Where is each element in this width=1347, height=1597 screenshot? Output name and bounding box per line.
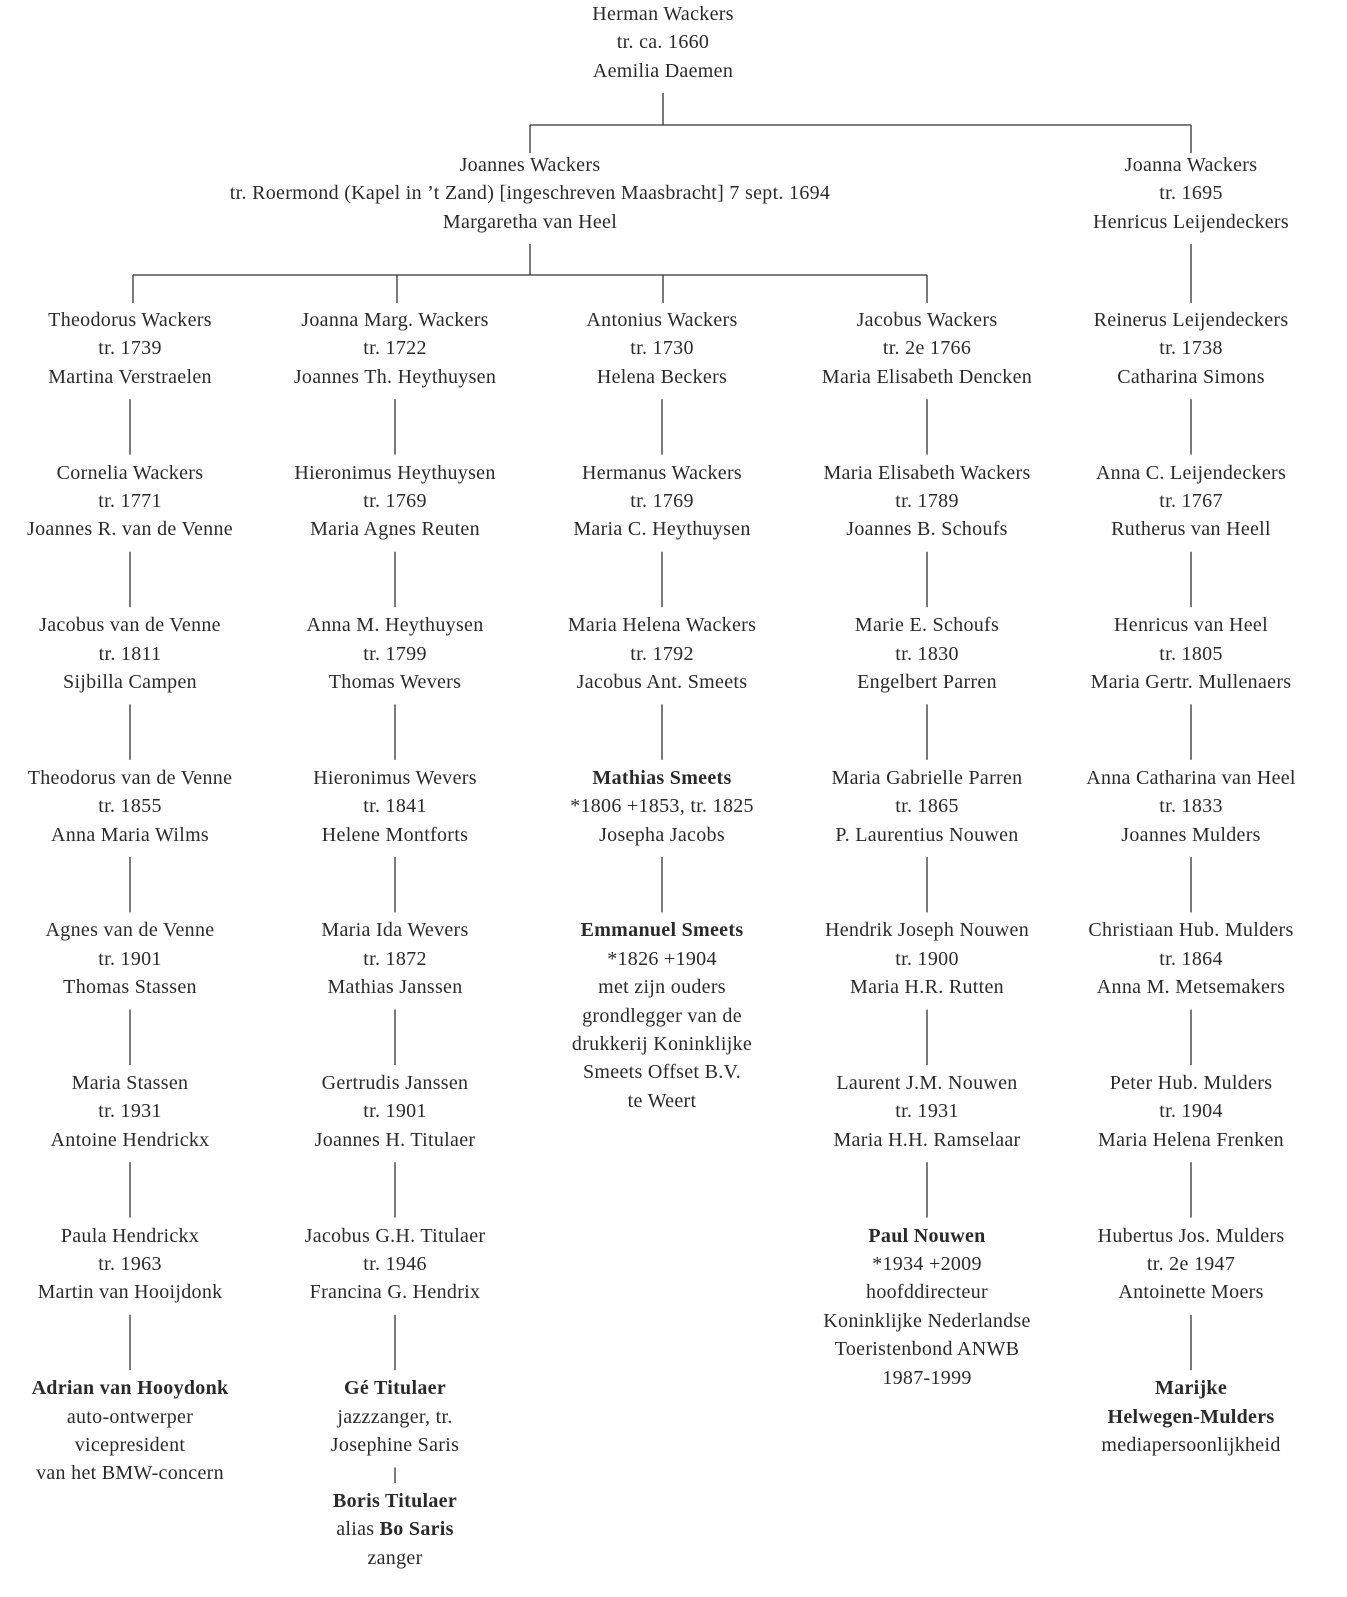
detail-line: tr. 1900 (895, 947, 959, 970)
detail-line: tr. 1963 (98, 1253, 162, 1275)
detail-line: te Weert (627, 1089, 697, 1112)
alias-line (333, 1515, 457, 1543)
person-name: Jacobus Wackers (856, 309, 998, 331)
detail-line: Aemilia Daemen (592, 59, 734, 82)
detail-line: tr. 1931 (98, 1100, 162, 1123)
person-node-c1 (27, 459, 233, 544)
detail-line: tr. 1833 (1159, 795, 1223, 818)
person-name: Maria Ida Wevers (321, 919, 469, 942)
detail-line: tr. 1730 (630, 337, 694, 360)
detail-line: tr. 1855 (98, 795, 162, 818)
person-node-c4 (823, 459, 1030, 544)
detail-line: Josepha Jacobs (599, 823, 725, 846)
person-node-c3 (570, 764, 754, 849)
detail-line: Catharina Simons (1117, 365, 1265, 388)
detail-line: 1987-1999 (882, 1366, 972, 1389)
detail-line: tr. 1901 (98, 947, 162, 970)
person-node-c1 (28, 764, 233, 849)
person-node-c5 (1101, 1374, 1280, 1459)
detail-line: tr. 1901 (363, 1100, 427, 1123)
detail-line: met zijn ouders (598, 976, 726, 999)
detail-line: Maria C. Heythuysen (573, 518, 751, 541)
person-name: Paula Hendrickx (60, 1224, 200, 1247)
detail-line: tr. 1865 (895, 795, 959, 818)
detail-line: Helena Beckers (596, 365, 728, 388)
detail-line: tr. 1722 (363, 337, 427, 360)
person-node-c3 (568, 611, 756, 696)
detail-line: Mathias Janssen (327, 976, 463, 999)
detail-line: Joannes H. Titulaer (314, 1128, 476, 1151)
detail-line: tr. 1739 (98, 337, 162, 360)
person-name: Joannes Wackers (459, 154, 601, 176)
alias-prefix: alias (336, 1518, 380, 1541)
detail-line: tr. 1695 (1159, 182, 1223, 205)
detail-line: Anna M. Metsemakers (1096, 976, 1286, 999)
person-name: Maria Helena Wackers (567, 614, 757, 637)
detail-line: tr. 1811 (98, 642, 162, 665)
detail-line: Maria Gertr. Mullenaers (1090, 671, 1292, 693)
detail-line: Maria Elisabeth Dencken (821, 365, 1033, 388)
detail-line: mediapersoonlijkheid (1101, 1434, 1281, 1456)
person-name: Maria Gabrielle Parren (831, 766, 1023, 789)
detail-line: Joannes Th. Heythuysen (293, 365, 497, 388)
detail-line: tr. 1789 (895, 490, 959, 512)
person-node-c1 (32, 1374, 229, 1488)
person-node-c5 (1098, 1069, 1284, 1154)
person-node-c2 (321, 916, 468, 1001)
person-name: Henricus van Heel (1114, 614, 1268, 637)
person-name: Mathias Smeets (592, 766, 732, 789)
person-name: Peter Hub. Mulders (1109, 1072, 1273, 1094)
person-node-root (592, 0, 734, 85)
person-name: Marijke (1154, 1377, 1228, 1400)
person-node-c4 (832, 764, 1023, 849)
detail-line: Helene Montforts (321, 823, 469, 846)
detail-line: tr. 1830 (895, 642, 959, 665)
alias-name: Bo Saris (379, 1518, 454, 1541)
detail-line: Antoinette Moers (1118, 1281, 1264, 1304)
detail-line: tr. 1841 (363, 795, 427, 818)
person-name: Hieronimus Wevers (313, 766, 477, 789)
detail-line: Antoine Hendrickx (50, 1128, 210, 1151)
detail-line: Thomas Wevers (328, 671, 462, 693)
person-name: Anna Catharina van Heel (1086, 766, 1296, 789)
person-node-c2 (306, 611, 483, 696)
detail-line: tr. 1738 (1159, 337, 1223, 360)
detail-line: Joannes B. Schoufs (846, 518, 1008, 541)
detail-line: Margaretha van Heel (442, 210, 618, 233)
detail-line: vicepresident (74, 1434, 186, 1456)
person-node-c5 (1094, 306, 1289, 391)
person-node-c2 (315, 1069, 476, 1154)
person-name: Hermanus Wackers (582, 461, 742, 484)
person-node-c4 (833, 1069, 1020, 1154)
person-node-c4 (823, 1222, 1030, 1392)
person-name: Adrian van Hooydonk (31, 1377, 229, 1400)
person-name: Theodorus van de Venne (27, 766, 233, 789)
person-name: Agnes van de Venne (45, 919, 215, 942)
person-name: Helwegen-Mulders (1107, 1405, 1275, 1428)
person-name: Herman Wackers (592, 3, 734, 25)
detail-line: Sijbilla Campen (63, 671, 197, 693)
person-name: Marie E. Schoufs (854, 614, 1000, 637)
detail-line: Martin van Hooijdonk (37, 1281, 223, 1304)
person-node-c2 (331, 1374, 459, 1459)
person-name: Cornelia Wackers (56, 461, 204, 484)
detail-line: Joannes R. van de Venne (27, 518, 233, 541)
person-name: Antonius Wackers (586, 309, 738, 331)
detail-line: *1806 +1853, tr. 1825 (570, 795, 754, 818)
detail-line: tr. Roermond (Kapel in ’t Zand) [ingeschreven Maasbracht] 7 sept. 1694 (229, 182, 831, 205)
detail-line: *1826 +1904 (607, 947, 717, 970)
person-node-c5 (1086, 764, 1296, 849)
person-name: Anna M. Heythuysen (306, 614, 484, 637)
person-node-c5 (1096, 459, 1286, 544)
person-node-c2 (294, 459, 495, 544)
person-name: Theodorus Wackers (48, 309, 212, 331)
person-name: Laurent J.M. Nouwen (836, 1072, 1018, 1094)
person-name: Hendrik Joseph Nouwen (824, 919, 1030, 942)
detail-line: tr. 1904 (1159, 1100, 1223, 1123)
detail-line: tr. 1931 (895, 1100, 959, 1123)
detail-line: tr. ca. 1660 (616, 31, 710, 54)
detail-line: auto-ontwerper (66, 1405, 194, 1428)
detail-line: Francina G. Hendrix (309, 1281, 481, 1304)
detail-line: Maria H.H. Ramselaar (833, 1128, 1021, 1151)
detail-line: Toeristenbond ANWB (834, 1338, 1020, 1361)
person-node-c4 (822, 306, 1032, 391)
person-name: Hieronimus Heythuysen (294, 461, 496, 484)
person-name: Anna C. Leijendeckers (1095, 461, 1287, 484)
person-node-c4 (825, 916, 1029, 1001)
detail-line: Maria Agnes Reuten (310, 518, 480, 541)
person-node-c1 (48, 306, 212, 391)
person-node-c2 (333, 1487, 457, 1572)
person-name: Maria Elisabeth Wackers (823, 461, 1031, 484)
person-name: Christiaan Hub. Mulders (1088, 919, 1294, 942)
person-name: Joanna Wackers (1124, 154, 1258, 176)
detail-line: tr. 1769 (630, 490, 694, 512)
person-name: Jacobus van de Venne (39, 614, 221, 637)
detail-line: tr. 1792 (630, 642, 694, 665)
detail-line: tr. 1946 (363, 1253, 427, 1275)
detail-line: Henricus Leijendeckers (1093, 210, 1289, 233)
detail-line: tr. 2e 1947 (1146, 1253, 1236, 1275)
detail-line: tr. 1805 (1159, 642, 1223, 665)
person-node-c1 (46, 916, 215, 1001)
person-name: Jacobus G.H. Titulaer (304, 1224, 486, 1247)
detail-line: Engelbert Parren (857, 671, 997, 693)
detail-line: tr. 1799 (363, 642, 427, 665)
person-node-c2 (294, 306, 496, 391)
detail-line: tr. 1872 (363, 947, 427, 970)
detail-line: Anna Maria Wilms (50, 823, 210, 846)
detail-line: drukkerij Koninklijke (571, 1033, 753, 1056)
person-node-gen1 (1093, 151, 1289, 236)
detail-line: tr. 1769 (363, 490, 427, 512)
person-name: Hubertus Jos. Mulders (1097, 1224, 1285, 1247)
detail-line: zanger (367, 1546, 423, 1569)
person-node-c3 (572, 916, 752, 1115)
person-node-c2 (313, 764, 477, 849)
detail-line: Thomas Stassen (63, 976, 197, 999)
detail-line: Koninklijke Nederlandse (823, 1309, 1031, 1332)
detail-line: tr. 1864 (1159, 947, 1223, 970)
person-name: Gé Titulaer (343, 1377, 447, 1400)
person-node-c2 (305, 1222, 486, 1307)
person-name: Boris Titulaer (332, 1490, 458, 1512)
person-name: Gertrudis Janssen (321, 1072, 469, 1094)
detail-line: Joannes Mulders (1121, 823, 1261, 846)
person-node-gen1 (230, 151, 830, 236)
detail-line: tr. 2e 1766 (882, 337, 972, 360)
detail-line: jazzzanger, tr. (337, 1405, 453, 1428)
detail-line: tr. 1767 (1159, 490, 1223, 512)
person-node-c5 (1088, 916, 1293, 1001)
person-node-c1 (51, 1069, 210, 1154)
person-node-c3 (573, 459, 750, 544)
detail-line: Jacobus Ant. Smeets (576, 671, 748, 693)
detail-line: P. Laurentius Nouwen (835, 823, 1019, 846)
person-node-c1 (38, 1222, 223, 1307)
person-name: Maria Stassen (71, 1072, 189, 1094)
detail-line: grondlegger van de (582, 1004, 742, 1027)
detail-line: hoofddirecteur (866, 1281, 988, 1304)
detail-line: Martina Verstraelen (48, 365, 212, 388)
person-name: Reinerus Leijendeckers (1093, 309, 1289, 331)
person-node-c4 (855, 611, 999, 696)
detail-line: Rutherus van Heell (1111, 518, 1271, 541)
detail-line: Smeets Offset B.V. (582, 1061, 741, 1084)
person-node-c3 (586, 306, 737, 391)
person-name: Paul Nouwen (868, 1224, 986, 1247)
detail-line: *1934 +2009 (872, 1253, 982, 1275)
person-node-c5 (1091, 611, 1292, 696)
person-node-c5 (1098, 1222, 1285, 1307)
person-name: Emmanuel Smeets (580, 919, 744, 942)
detail-line: Maria Helena Frenken (1098, 1128, 1284, 1151)
person-node-c1 (39, 611, 221, 696)
detail-line: tr. 1771 (98, 490, 162, 512)
detail-line: van het BMW-concern (36, 1462, 224, 1485)
person-name: Joanna Marg. Wackers (301, 309, 489, 331)
detail-line: Maria H.R. Rutten (850, 976, 1004, 999)
detail-line: Josephine Saris (330, 1434, 460, 1456)
